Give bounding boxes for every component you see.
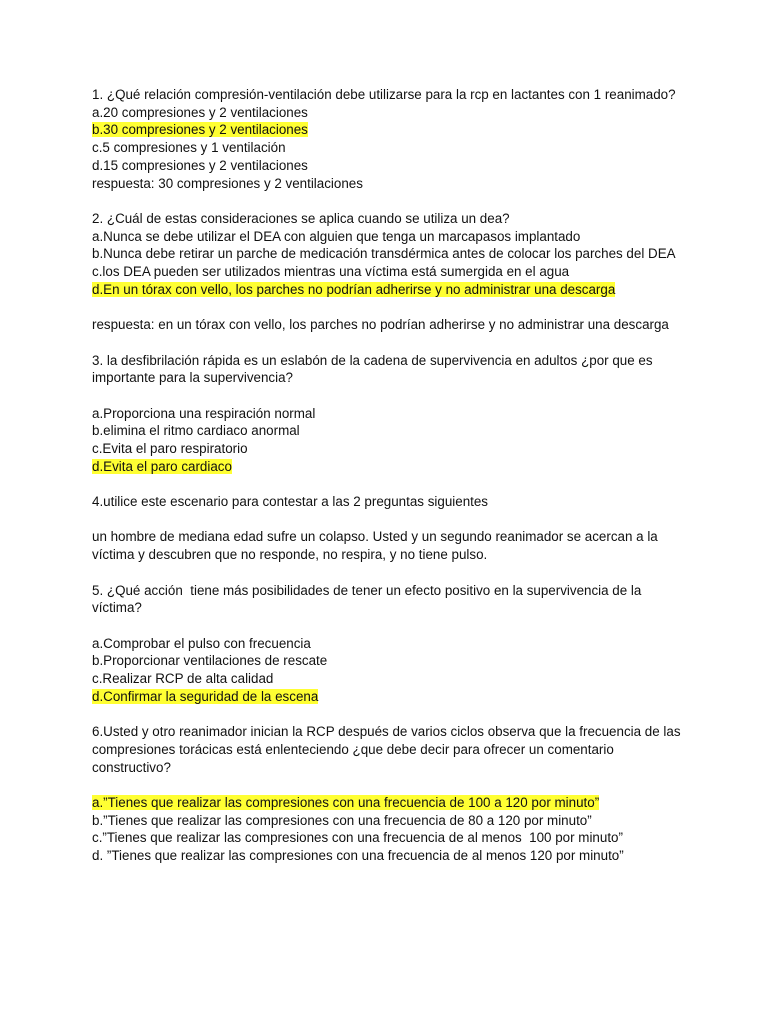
spacer (92, 475, 692, 493)
highlight: b.30 compresiones y 2 ventilaciones (92, 122, 308, 138)
q3-option-d-highlighted (92, 458, 692, 476)
q4-scenario: un hombre de mediana edad sufre un colapso. Usted y un segundo reanimador se acercan a la víctima y descubren que no responde, no respira, y no tiene pulso. (92, 529, 662, 563)
spacer (92, 334, 692, 352)
q1-option-b-highlighted (92, 121, 692, 139)
highlight: d.En un tórax con vello, los parches no podrían adherirse y no administrar una descarga (92, 281, 616, 297)
q1-option-a: a.20 compresiones y 2 ventilaciones (92, 104, 308, 120)
highlight: d.Confirmar la seguridad de la escena (92, 688, 319, 704)
spacer (92, 298, 692, 316)
q5-question: 5. ¿Qué acción tiene más posibilidades de tener un efecto positivo en la supervivencia de la víctima? (92, 582, 646, 616)
q5-option-a: a.Comprobar el pulso con frecuencia (92, 635, 311, 651)
document-page (92, 86, 692, 865)
q1-option-c: c.5 compresiones y 1 ventilación (92, 140, 286, 156)
spacer (92, 387, 692, 405)
q6-option-c: c.”Tienes que realizar las compresiones con una frecuencia de al menos 100 por minuto” (92, 830, 623, 846)
q6-question: 6.Usted y otro reanimador inician la RCP después de varios ciclos observa que la frecuencia de las compresiones torácicas está enlenteciendo ¿que debe decir para ofrecer un comentario constructivo? (92, 724, 685, 775)
q2-option-d-highlighted (92, 281, 692, 299)
q3-option-a: a.Proporciona una respiración normal (92, 405, 316, 421)
spacer (92, 776, 692, 794)
q1-option-d: d.15 compresiones y 2 ventilaciones (92, 157, 308, 173)
q5-option-d-highlighted (92, 688, 692, 706)
q2-option-c: c.los DEA pueden ser utilizados mientras una víctima está sumergida en el agua (92, 264, 570, 280)
q6-option-d: d. ”Tienes que realizar las compresiones con una frecuencia de al menos 120 por minuto” (92, 848, 624, 864)
q5-option-c: c.Realizar RCP de alta calidad (92, 671, 274, 687)
spacer (92, 192, 692, 210)
q2-option-b: b.Nunca debe retirar un parche de medicación transdérmica antes de colocar los parches del DEA (92, 246, 676, 262)
q6-option-a-highlighted (92, 794, 692, 812)
spacer (92, 617, 692, 635)
highlight: a.”Tienes que realizar las compresiones con una frecuencia de 100 a 120 por minuto” (92, 794, 600, 810)
q1-answer: respuesta: 30 compresiones y 2 ventilaciones (92, 175, 363, 191)
spacer (92, 564, 692, 582)
q5-option-b: b.Proporcionar ventilaciones de rescate (92, 653, 328, 669)
q3-option-b: b.elimina el ritmo cardiaco anormal (92, 423, 300, 439)
highlight: d.Evita el paro cardiaco (92, 458, 232, 474)
q6-option-b: b.”Tienes que realizar las compresiones con una frecuencia de 80 a 120 por minuto” (92, 812, 592, 828)
spacer (92, 705, 692, 723)
q1-question: 1. ¿Qué relación compresión-ventilación debe utilizarse para la rcp en lactantes con 1 reanimado? (92, 87, 676, 102)
q2-option-a: a.Nunca se debe utilizar el DEA con alguien que tenga un marcapasos implantado (92, 228, 581, 244)
q2-question: 2. ¿Cuál de estas consideraciones se aplica cuando se utiliza un dea? (92, 210, 510, 226)
q3-question: 3. la desfibrilación rápida es un eslabón de la cadena de supervivencia en adultos ¿por que es importante para la supervivencia? (92, 352, 657, 386)
q3-option-c: c.Evita el paro respiratorio (92, 441, 248, 456)
q4-intro: 4.utilice este escenario para contestar a las 2 preguntas siguientes (92, 494, 489, 510)
spacer (92, 511, 692, 529)
q2-answer: respuesta: en un tórax con vello, los parches no podrían adherirse y no administrar una descarga (92, 317, 669, 333)
